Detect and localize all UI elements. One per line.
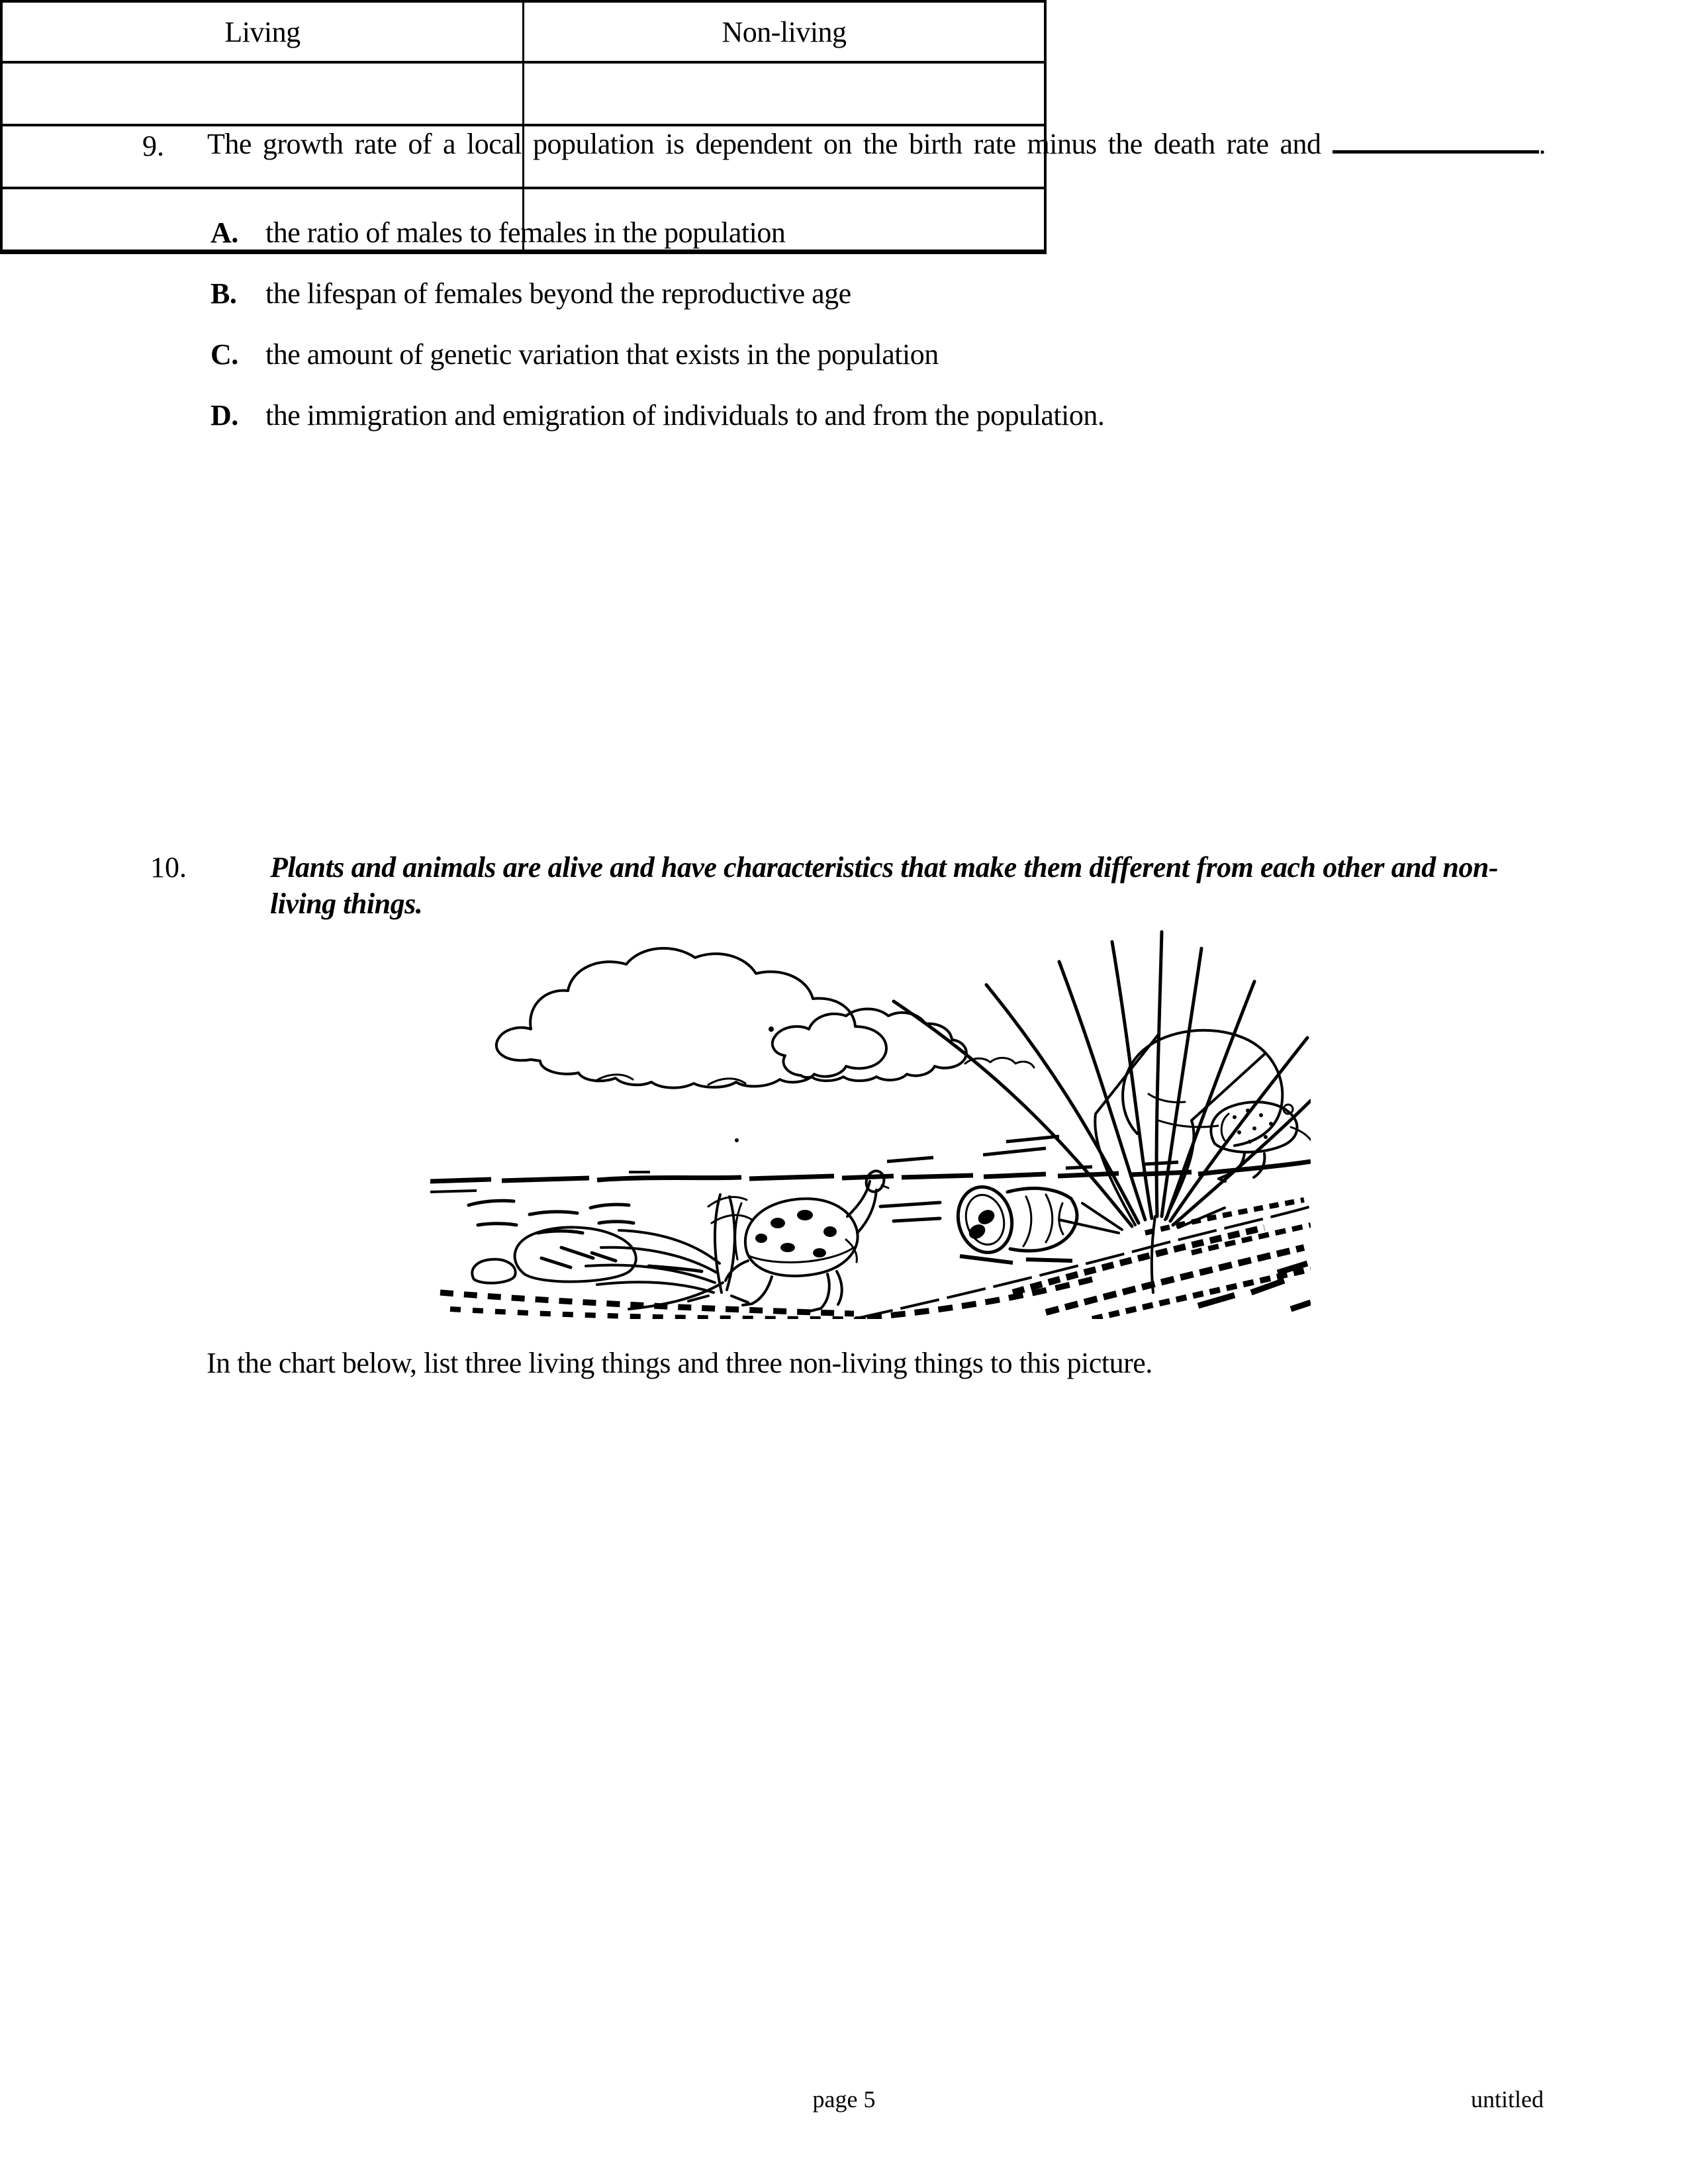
option-b-text: the lifespan of females beyond the reproductive age <box>265 277 851 310</box>
question-9-stem-text: The growth rate of a local population is dependent on the birth rate minus the death rate and <box>207 128 1321 160</box>
table-cell-living-1 <box>1 62 524 125</box>
option-a-text: the ratio of males to females in the population <box>265 216 786 249</box>
question-9-stem <box>207 129 1546 159</box>
option-c-text: the amount of genetic variation that exists in the population <box>265 338 939 371</box>
option-d-text: the immigration and emigration of individuals to and from the population. <box>265 399 1105 432</box>
page-number: page 5 <box>812 2086 876 2113</box>
document-title: untitled <box>1471 2086 1544 2113</box>
rock-large <box>1123 1030 1282 1146</box>
pond-illustration <box>430 922 1311 1319</box>
option-a-letter: A. <box>211 216 238 249</box>
discarded-can <box>951 1181 1077 1263</box>
option-c-letter: C. <box>211 338 238 371</box>
question-9-number: 9. <box>142 130 164 162</box>
option-a <box>211 218 785 248</box>
answer-blank-line <box>1333 150 1539 154</box>
table-header-nonliving: Non-living <box>524 1 1046 62</box>
option-d <box>211 400 1104 431</box>
table-row <box>1 62 1045 125</box>
table-header-row <box>1 1 1045 62</box>
water-plant <box>586 1195 752 1309</box>
option-d-letter: D. <box>211 399 238 432</box>
chart-instruction: In the chart below, list three living things and three non-living things to this picture. <box>207 1347 1152 1379</box>
option-c <box>211 340 939 370</box>
rock-small <box>472 1227 635 1283</box>
option-b <box>211 279 851 309</box>
option-b-letter: B. <box>211 277 237 310</box>
question-10-prompt: Plants and animals are alive and have characteristics that make them different from each other and non-living things. <box>270 851 1498 920</box>
question-10-number: 10. <box>150 851 187 884</box>
water-ripples <box>469 1201 940 1271</box>
turtle <box>726 1169 888 1311</box>
table-cell-nonliving-1 <box>524 62 1046 125</box>
table-header-living: Living <box>1 1 524 62</box>
question-9-stem-period: . <box>1538 128 1546 160</box>
